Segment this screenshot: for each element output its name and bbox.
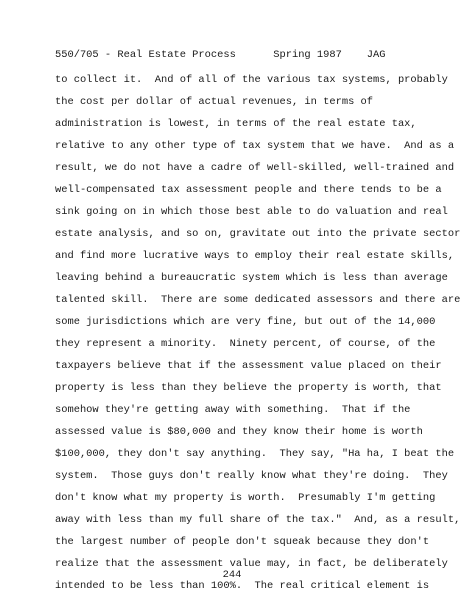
header-initials: JAG [366,49,386,61]
header-term: Spring 1987 [273,49,342,61]
text-line: $100,000, they don't say anything. They say, "Ha ha, I beat the [55,448,455,460]
text-line: administration is lowest, in terms of the real estate tax, [55,118,417,130]
header-course: 550/705 - Real Estate Process [55,49,236,61]
text-line: taxpayers believe that if the assessment value placed on their [55,360,442,372]
text-line: system. Those guys don't really know what they're doing. They [55,470,448,482]
text-line: don't know what my property is worth. Presumably I'm getting [55,492,436,504]
text-line: estate analysis, and so on, gravitate out into the private sector [55,228,461,240]
page-number: 244 [222,569,242,581]
text-line: relative to any other type of tax system that we have. And as a [55,140,455,152]
text-line: and find more lucrative ways to employ their real estate skills, [55,250,455,262]
text-line: realize that the assessment value may, in fact, be deliberately [55,558,448,570]
text-line: leaving behind a bureaucratic system which is less than average [55,272,448,284]
text-line: intended to be less than 100%. The real critical element is [55,580,430,592]
text-line: result, we do not have a cadre of well-skilled, well-trained and [55,162,455,174]
text-line: to collect it. And of all of the various tax systems, probably [55,74,448,86]
text-line: sink going on in which those best able to do valuation and real [55,206,448,218]
text-line: some jurisdictions which are very fine, but out of the 14,000 [55,316,436,328]
text-line: well-compensated tax assessment people and there tends to be a [55,184,442,196]
text-line: the largest number of people don't squeak because they don't [55,536,430,548]
text-line: the cost per dollar of actual revenues, in terms of [55,96,374,108]
text-line: assessed value is $80,000 and they know their home is worth [55,426,423,438]
text-line: away with less than my full share of the tax." And, as a result, [55,514,461,526]
text-line: they represent a minority. Ninety percent, of course, of the [55,338,436,350]
text-line: talented skill. There are some dedicated assessors and there are [55,294,461,306]
text-line: property is less than they believe the property is worth, that [55,382,442,394]
text-line: somehow they're getting away with something. That if the [55,404,411,416]
body-text [55,69,461,597]
running-header [55,49,386,62]
